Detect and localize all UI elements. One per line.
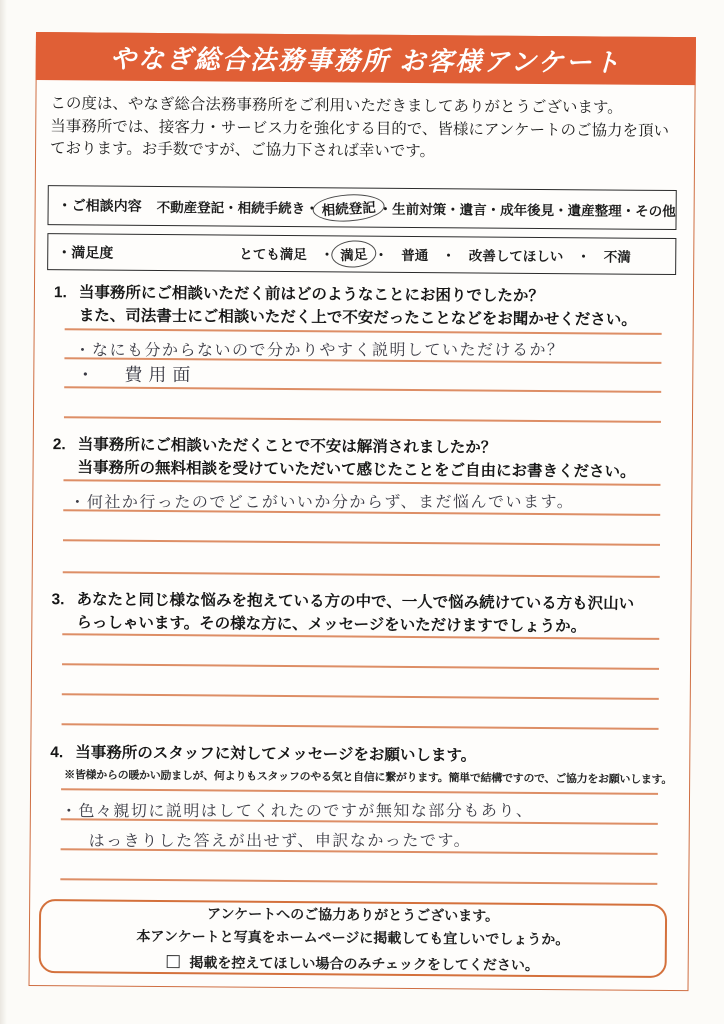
question-2 xyxy=(52,434,635,484)
circled-selection-satisfaction: 満足 xyxy=(331,239,378,269)
answer-line xyxy=(62,663,659,669)
question-3-text: あなたと同じ様な悩みを抱えている方の中で、一人で悩み続けている方も沢山い らっしゃいます。その様な方に、メッセージをいただけますでしょうか。 xyxy=(76,591,635,635)
satisfaction-box xyxy=(47,233,676,275)
intro-line: この度は、やなぎ総合法務事務所をご利用いただきましてありがとうございます。 xyxy=(50,95,623,117)
handwritten-answer-q1-line1: ・なにも分からないので分かりやすく説明していただけるか？ xyxy=(74,342,565,360)
question-1-number: 1. xyxy=(53,284,67,302)
question-2-number: 2. xyxy=(52,436,66,454)
consultation-options-after: ・生前対策・遺言・成年後見・遺産整理・その他 xyxy=(378,201,676,219)
scan-edge-shadow xyxy=(0,0,7,1024)
satisfaction-options xyxy=(239,243,631,267)
circled-selection-consultation: 相続登記 xyxy=(312,192,386,223)
answer-line xyxy=(62,723,659,729)
satisfaction-options-before: とても満足 ・ xyxy=(239,246,338,263)
page-title: やなぎ総合法務事務所 お客様アンケート xyxy=(109,43,622,78)
answer-line xyxy=(64,386,661,392)
survey-sheet xyxy=(29,32,696,991)
answer-line xyxy=(61,788,658,794)
question-4 xyxy=(50,742,476,768)
footer-consent-box xyxy=(39,899,668,978)
question-2-text: 当事務所にご相談いただくことで不安は解消されましたか？ 当事務所の無料相談を受けていただいて感じたことをご自由にお書きください。 xyxy=(77,436,636,481)
answer-line xyxy=(63,571,660,577)
footer-publication-question: 本アンケートと写真をホームページに掲載しても宜しいでしょうか。 xyxy=(136,927,570,947)
question-4-number: 4. xyxy=(50,744,64,762)
question-3-number: 3. xyxy=(51,591,65,609)
handwritten-answer-q1-line2: ・ 費用面 xyxy=(76,364,197,385)
question-1 xyxy=(54,282,637,332)
question-4-note: ※皆様からの暖かい励ましが、何よりもスタッフのやる気と自信に繋がります。簡単で結構ですので、ご協力をお願いします。 xyxy=(64,769,673,787)
consultation-options xyxy=(157,195,676,220)
publication-optout-checkbox[interactable] xyxy=(166,955,179,968)
consultation-options-before: 不動産登記・相続手続き・ xyxy=(156,199,319,216)
handwritten-answer-q4-line1: ・色々親切に説明はしてくれたのですが無知な部分もあり、 xyxy=(60,802,534,821)
answer-line xyxy=(64,416,661,422)
consultation-label: ・ご相談内容 xyxy=(57,197,142,214)
header-band xyxy=(36,32,696,85)
footer-thanks-text: アンケートへのご協力ありがとうございます。 xyxy=(206,904,500,924)
handwritten-answer-q2-line1: ・何社か行ったのでどこがいいか分からず、まだ悩んでいます。 xyxy=(69,494,575,512)
answer-line xyxy=(63,539,660,545)
intro-line: 当事務所では、接客力・サービス力を強化する目的で、皆様にアンケートのご協力を頂い xyxy=(50,117,670,140)
question-4-text: 当事務所のスタッフに対してメッセージをお願いします。 xyxy=(75,744,477,765)
intro-text xyxy=(50,93,669,165)
question-3 xyxy=(51,589,634,639)
publication-optout-label: 掲載を控えてほしい場合のみチェックをしてください。 xyxy=(189,953,540,973)
intro-line: ております。お手数ですが、ご協力下されば幸いです。 xyxy=(50,140,436,161)
satisfaction-label: ・満足度 xyxy=(57,243,114,261)
handwritten-answer-q4-line2: はっきりした答えが出せず、申訳なかったです。 xyxy=(88,832,472,851)
publication-optout-row xyxy=(166,952,539,975)
answer-line xyxy=(62,693,659,699)
consultation-type-box xyxy=(47,185,676,230)
satisfaction-options-after: ・ 普通 ・ 改善してほしい ・ 不満 xyxy=(370,247,631,265)
question-1-text: 当事務所にご相談いただく前はどのようなことにお困りでしたか？ また、司法書士にご相談いただく上で不安だったことなどをお聞かせください。 xyxy=(78,284,637,329)
answer-line xyxy=(60,878,657,884)
